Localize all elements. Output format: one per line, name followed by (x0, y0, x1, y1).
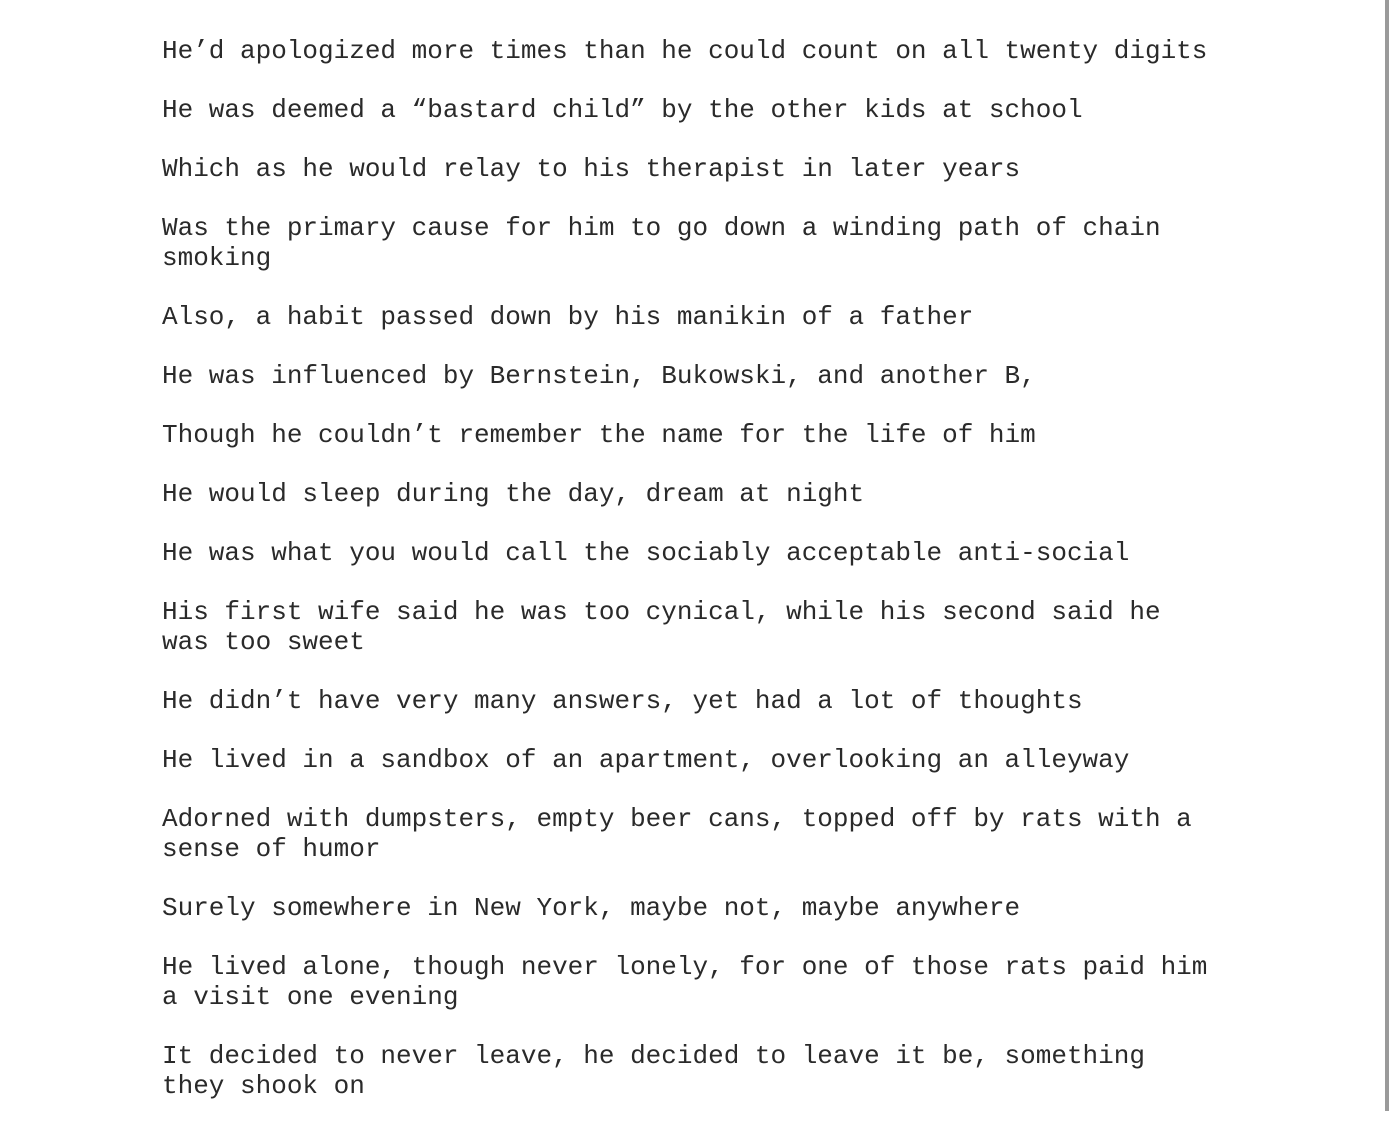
scrollbar-thumb[interactable] (1385, 0, 1389, 1111)
poem-line: He lived alone, though never lonely, for one of those rats paid him a visit one evening (162, 952, 1208, 1012)
poem-line: He’d apologized more times than he could count on all twenty digits (162, 36, 1208, 66)
poem-body (162, 36, 1222, 1130)
poem-line: Though he couldn’t remember the name for the life of him (162, 420, 1036, 450)
poem-line: Surely somewhere in New York, maybe not, maybe anywhere (162, 893, 1021, 923)
poem-line: It decided to never leave, he decided to leave it be, something they shook on (162, 1041, 1145, 1101)
vertical-scrollbar[interactable] (1385, 0, 1389, 1111)
poem-line: Adorned with dumpsters, empty beer cans, topped off by rats with a sense of humor (162, 804, 1192, 864)
poem-line: He didn’t have very many answers, yet had a lot of thoughts (162, 686, 1083, 716)
poem-line: Also, a habit passed down by his manikin of a father (162, 302, 974, 332)
poem-line: He lived in a sandbox of an apartment, overlooking an alleyway (162, 745, 1130, 775)
poem-line: He was deemed a “bastard child” by the other kids at school (162, 95, 1083, 125)
poem-line: Which as he would relay to his therapist in later years (162, 154, 1021, 184)
poem-line: He was influenced by Bernstein, Bukowski, and another B, (162, 361, 1036, 391)
poem-line: He would sleep during the day, dream at night (162, 479, 865, 509)
poem-line: He was what you would call the sociably acceptable anti-social (162, 538, 1130, 568)
poem-line: Was the primary cause for him to go down a winding path of chain smoking (162, 213, 1161, 273)
poem-line: His first wife said he was too cynical, while his second said he was too sweet (162, 597, 1161, 657)
